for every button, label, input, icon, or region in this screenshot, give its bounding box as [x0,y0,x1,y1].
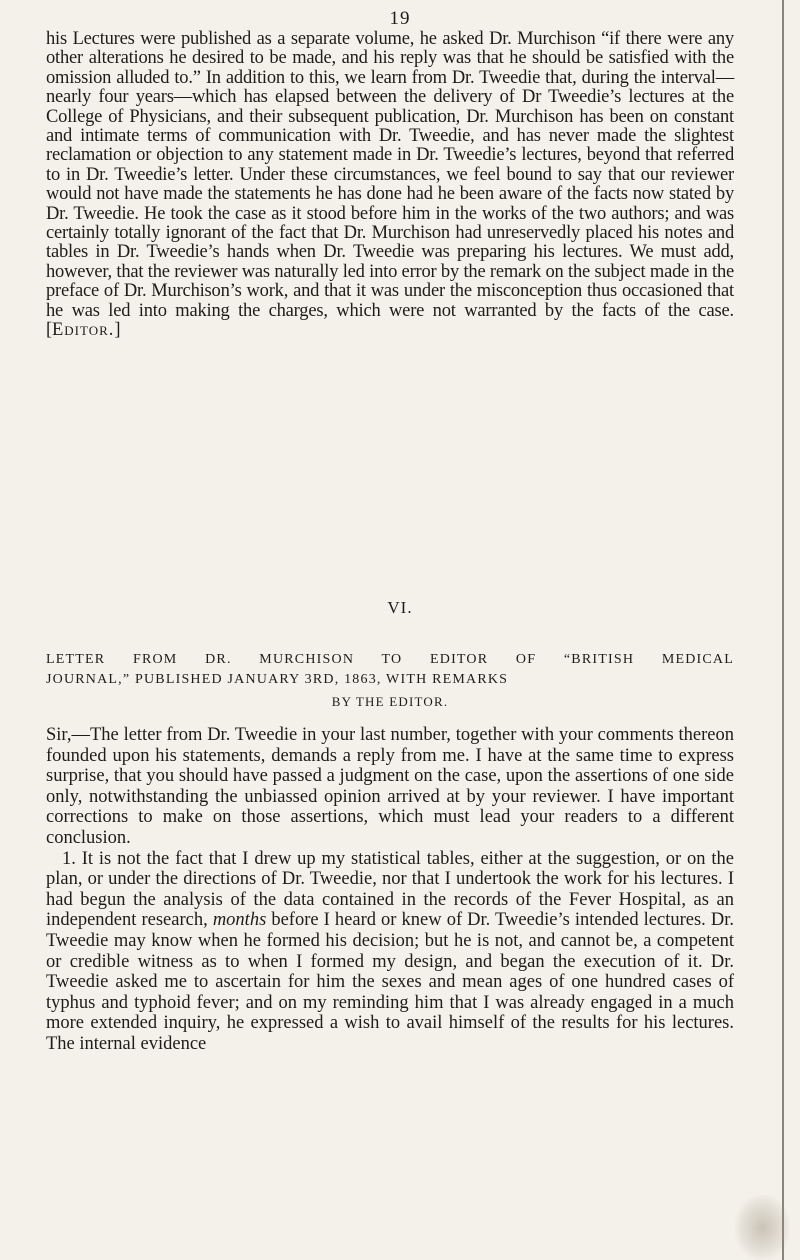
letter-paragraph-2-part-b: before I heard or knew of Dr. Tweedie’s intended lectures. Dr. Tweedie may know when he formed his decision; but he is not, and cannot be, a competent or credible witness as to when I formed my design, and began the execution of it. Dr. Tweedie asked me to ascertain for him the sexes and mean ages of one hundred cases of typhus and typhoid fever; and on my reminding him that I was already engaged in a much more extended inquiry, he expressed a wish to avail himself of the results for his lectures. The internal evidence [46,910,734,1054]
letter-paragraph-2 [46,849,734,1055]
emphasis-months: months [212,910,267,931]
page-number: 19 [389,8,411,29]
section-heading [46,650,734,712]
editor-note-text: his Lectures were published as a separate volume, he asked Dr. Murchison “if there were any other alterations he desired to be made, and his reply was that he should be satisfied with the omission alluded to.” In addition to this, we learn from Dr. Tweedie that, during the interval—nearly four years—which has elapsed between the delivery of Dr Tweedie’s lectures at the College of Physicians, and their subsequent publication, Dr. Murchison has been on constant and intimate terms of communication with Dr. Tweedie, and has never made the slightest reclamation or objection to any statement made in Dr. Tweedie’s lectures, beyond that referred to in Dr. Tweedie’s letter. Under these circumstances, we feel bound to say that our reviewer would not have made the statements he has done had he been aware of the facts now stated by Dr. Tweedie. He took the case as it stood before him in the works of the two authors; and was certainly totally ignorant of the fact that Dr. Murchison had unreservedly placed his notes and tables in Dr. Tweedie’s hands when Dr. Tweedie was preparing his lectures. We must add, however, that the reviewer was naturally led into error by the remark on the subject made in the preface of Dr. Murchison’s work, and that it was under the misconception thus occasioned that he was led into making the charges, which were not warranted by the facts of the case. [46,29,734,321]
letter-paragraph-2-part-a: 1. It is not the fact that I drew up my statistical tables, either at the suggestion, or on the plan, or under the directions of Dr. Tweedie, nor that I undertook the work for his lectures. I had begun the analysis of the data contained in the records of the Fever Hospital, as an independent research, [46,848,734,931]
editor-note: his Lectures were published as a separate volume, he asked Dr. Murchison “if there were any other alterations he desired to be made, and his reply was that he should be satisfied with the omission alluded to.” In addition to this, we learn from Dr. Tweedie that, during the interval—nearly four years—which has elapsed between the delivery of Dr Tweedie’s lectures at the College of Physicians, and their subsequent publication, Dr. Murchison has been on constant and intimate terms of communication with Dr. Tweedie, and has never made the slightest reclamation or objection to any statement made in Dr. Tweedie’s lectures, beyond that referred to in Dr. Tweedie’s letter. Under these circumstances, we feel bound to say that our reviewer would not have made the statements he has done had he been aware of the facts now stated by Dr. Tweedie. He took the case as it stood before him in the works of the two authors; and was certainly totally ignorant of the fact that Dr. Murchison had unreservedly placed his notes and tables in Dr. Tweedie’s hands when Dr. Tweedie was preparing his lectures. We must add, however, that the reviewer was naturally led into error by the remark on the subject made in the preface of Dr. Murchison’s work, and that it was under the misconception thus occasioned that he was led into making the charges, which were not warranted by the facts of the case. [Editor.] [46,29,734,341]
letter-paragraph-1: Sir,—The letter from Dr. Tweedie in your last number, together with your comments thereon founded upon his statements, demands a reply from me. I have at the same time to express surprise, that you should have passed a judgment on the case, upon the assertions of one side only, notwithstanding the unbiassed opinion arrived at by your reviewer. I have important corrections to make on those assertions, which must lead your readers to a different conclusion. [46,725,734,848]
letter-body [46,725,734,1055]
section-number: VI. [387,598,413,617]
page-edge-rule [782,0,784,1260]
heading-line-2: JOURNAL,” PUBLISHED JANUARY 3RD, 1863, WITH REMARKS [46,672,509,687]
heading-line-1: LETTER FROM DR. MURCHISON TO EDITOR OF “BRITISH MEDICAL [46,652,734,667]
heading-line-3: BY THE EDITOR. [331,694,449,709]
stain-mark [735,1195,790,1260]
editor-signature: Editor. [51,320,115,341]
